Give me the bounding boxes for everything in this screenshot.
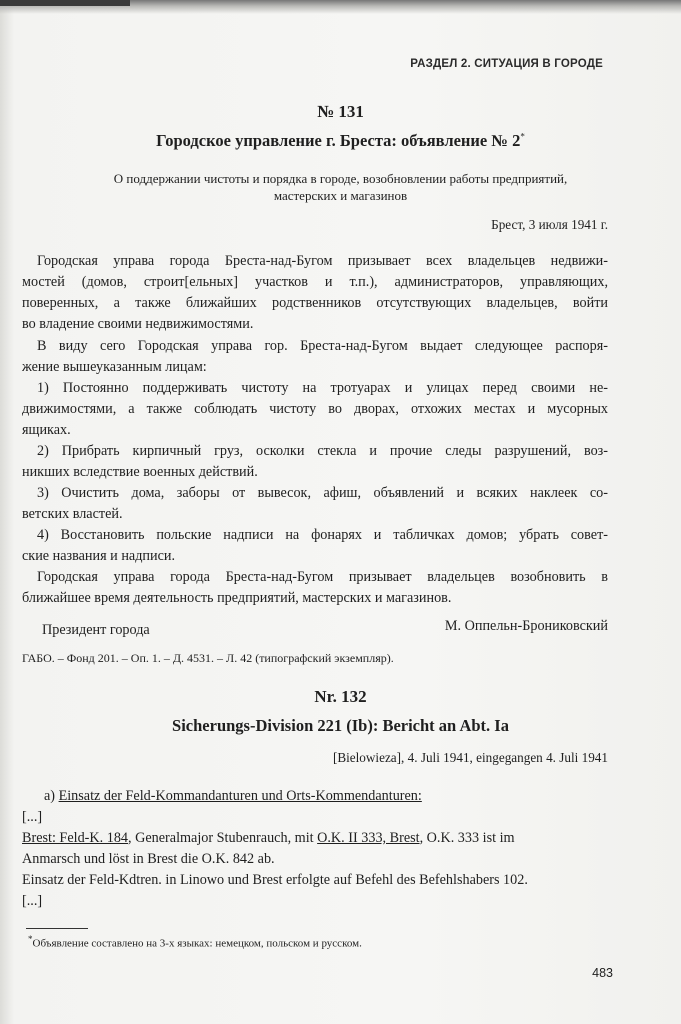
doc131-subtitle-line-1: О поддержании чистоты и порядка в городе, возобновлении работы предприятий, [113,171,568,186]
body-line: 1) Постоянно поддерживать чистоту на тротуарах и улицах перед своими не- [37,380,608,396]
body-line: 2) Прибрать кирпичный груз, осколки стекла и прочие следы разрушений, воз- [37,443,608,459]
body-line: во владение своими недвижимостями. [22,316,254,332]
page-number: 483 [592,966,613,980]
body-line: никших вследствие военных действий. [22,464,258,480]
body-line: Городская управа города Бреста-над-Бугом призывает владельцев возобновить в [37,569,608,585]
footnote-rule [26,928,88,929]
body-line: ские названия и надписи. [22,548,176,564]
doc132-place-date: [Bielowieza], 4. Juli 1941, eingegangen 4. Juli 1941 [332,750,608,765]
body-line: поверенных, а также ближайших родственников отсутствующих владельцев, войти [22,295,608,311]
doc132-number: Nr. 132 [314,687,367,706]
body-line: мостей (домов, строит[ельных] участков и т.п.), администраторов, управляющих, [22,274,608,290]
footnote: *Объявление составлено на 3-х языках: немецком, польском и русском. [28,934,362,950]
running-head: РАЗДЕЛ 2. СИТУАЦИЯ В ГОРОДЕ [410,58,603,70]
body-line: ящиках. [22,422,71,438]
body-line: Городская управа города Бреста-над-Бугом призывает всех владельцев недвижи- [37,253,608,269]
body-line: ветских властей. [22,506,123,522]
body-line: 4) Восстановить польские надписи на фонарях и табличках домов; убрать совет- [37,527,608,543]
body-line: ближайшее время деятельность предприятий, мастерских и магазинов. [22,590,452,606]
brest-line-1: Brest: Feld-K. 184, Generalmajor Stubenrauch, mit O.K. II 333, Brest, O.K. 333 ist im [22,830,515,846]
ellipsis: [...] [22,893,43,909]
body-line: 3) Очистить дома, заборы от вывесок, афиш, объявлений и всяких наклеек со- [37,485,608,501]
signature-role: Президент города [42,622,150,638]
ellipsis: [...] [22,809,43,825]
body-line: жение вышеуказанным лицам: [22,359,207,375]
item-a-heading: a) Einsatz der Feld-Kommandanturen und Orts-Kommendanturen: [44,788,422,804]
doc131-title: Городское управление г. Бреста: объявление № 2* [156,131,525,150]
body-line: движимостями, а также соблюдать чистоту во дворах, отхожих местах и мусорных [22,401,608,417]
doc131-number: № 131 [317,102,364,121]
footnote-marker: * [520,131,525,142]
brest-line-2: Anmarsch und löst in Brest die O.K. 842 ab. [22,851,275,867]
doc131-place-date: Брест, 3 июля 1941 г. [491,217,608,232]
body-line: В виду сего Городская управа гор. Бреста-над-Бугом выдает следующее распоря- [37,338,608,354]
einsatz-line: Einsatz der Feld-Kdtren. in Linowo und Brest erfolgte auf Befehl des Befehlshabers 102. [22,872,528,888]
archive-source: ГАБО. – Фонд 201. – Оп. 1. – Д. 4531. – Л. 42 (типографский экземпляр). [22,651,394,665]
signature-name: М. Оппельн-Брониковский [444,618,608,634]
doc131-subtitle-line-2: мастерских и магазинов [273,188,408,203]
doc132-title: Sicherungs-Division 221 (Ib): Bericht an Abt. Ia [172,716,509,735]
scan-top-edge [0,0,681,14]
